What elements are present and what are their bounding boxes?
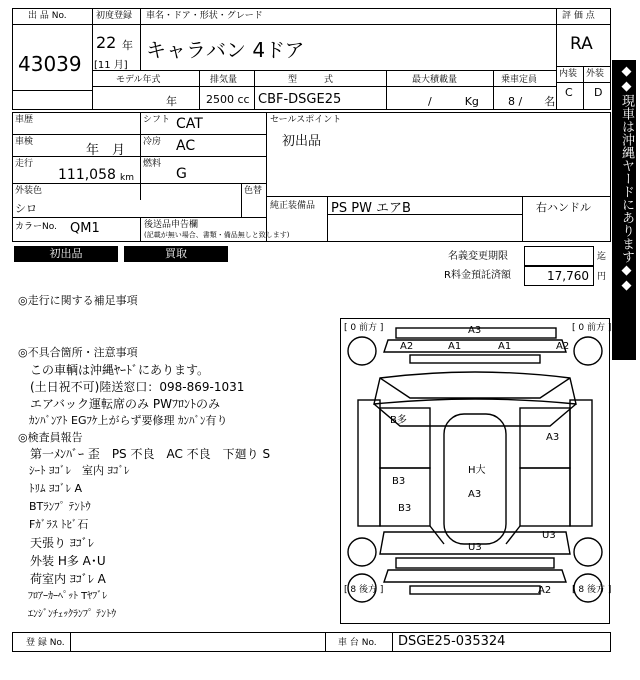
reg-month: [11 月] <box>94 60 128 71</box>
front-right-corner: [ 0 前方 ] <box>572 323 612 333</box>
note-line: エアバック運転席のみ PWﾌﾛﾝﾄのみ <box>18 397 220 411</box>
steering-value: 右ハンドル <box>536 201 591 214</box>
purchase-tag: 買取 <box>124 246 228 262</box>
recycle-value: 17,760 <box>547 269 589 283</box>
inspection-label: 車検 <box>15 137 34 147</box>
mileage-label: 走行 <box>15 159 34 169</box>
damage-mark: B多 <box>390 415 407 426</box>
color-no-value: QM1 <box>70 221 100 236</box>
recycle-label: R料金預託済額 <box>444 270 511 281</box>
fuel-label: 燃料 <box>143 159 162 169</box>
note-line: ◎検査員報告 <box>18 431 83 444</box>
mileage-value: 111,058 <box>58 167 116 183</box>
damage-mark: H大 <box>468 465 486 476</box>
recycle-unit: 円 <box>597 272 607 282</box>
type-value: CBF-DSGE25 <box>258 92 342 107</box>
capacity-label: 乗車定員 <box>501 75 538 85</box>
sales-point-value: 初出品 <box>282 134 322 149</box>
name-change-label: 名義変更期限 <box>448 251 508 262</box>
damage-mark: U3 <box>542 530 556 541</box>
damage-mark: B3 <box>398 503 412 514</box>
chassis-label: 車 台 No. <box>338 638 377 648</box>
damage-mark: A1 <box>448 341 462 352</box>
exterior-color-label: 外装色 <box>15 186 43 196</box>
equipment-label: 純正装備品 <box>270 201 316 211</box>
reg-no-label: 登 録 No. <box>26 638 65 648</box>
type-label: 型 式 <box>288 75 334 85</box>
side-banner-text: ◆◆現車は沖縄ヤードにあります◆◆ <box>619 64 634 293</box>
damage-mark: A3 <box>468 325 482 336</box>
note-line: (土日祝不可)陸送窓口：098-869-1031 <box>18 380 245 394</box>
rating-value: RA <box>570 34 593 54</box>
inspection-value: 年 月 <box>86 143 126 158</box>
damage-mark: A2 <box>400 341 414 352</box>
damage-mark: A2 <box>538 585 552 596</box>
color-no-label: カラーNo. <box>15 222 57 232</box>
interior-label: 内装 <box>559 69 578 79</box>
note-line: 第一ﾒﾝﾊﾞｰ 歪 PS 不良 AC 不良 下廻り S <box>18 447 271 461</box>
note-line: ﾄﾘﾑ ﾖｺﾞﾚ A <box>18 482 83 495</box>
chassis-value: DSGE25-035324 <box>398 634 506 649</box>
interior-grade: C <box>565 86 573 99</box>
exterior-label: 外装 <box>586 69 605 79</box>
rear-left-corner: [ 8 後方 ] <box>344 585 384 595</box>
damage-mark: U3 <box>468 542 482 553</box>
capacity-value: 8 / 名 <box>508 95 556 108</box>
damage-mark: A1 <box>498 341 512 352</box>
equipment-value: PS PW エアB <box>331 201 411 216</box>
aircon-label: 冷房 <box>143 137 162 147</box>
note-line: 荷室内 ﾖｺﾞﾚ A <box>18 572 106 586</box>
note-line: ｴﾝｼﾞﾝﾁｪｯｸﾗﾝﾌﾟ ﾃﾝﾄｳ <box>18 609 117 620</box>
damage-mark: A3 <box>546 432 560 443</box>
lot-label: 出 品 No. <box>28 11 67 21</box>
damage-mark: A3 <box>468 489 482 500</box>
max-load-label: 最大積載量 <box>412 75 458 85</box>
shift-label: シフト <box>143 115 171 125</box>
exterior-grade: D <box>594 86 603 99</box>
damage-mark: A2 <box>556 341 570 352</box>
note-line: ｶﾝﾊﾞﾝｱﾄ EGﾌｹ上がらず要修理 ｶﾝﾊﾞﾝ有り <box>18 414 228 427</box>
footer-row <box>12 632 611 652</box>
exterior-color-value: シロ <box>15 202 37 215</box>
car-name: キャラバン 4ドア <box>146 38 305 62</box>
front-left-corner: [ 0 前方 ] <box>344 323 384 333</box>
shift-value: CAT <box>176 116 203 132</box>
model-year-unit: 年 <box>166 95 177 108</box>
aftermarket-label: 後送品申告欄 <box>144 220 199 230</box>
reg-year: 22 <box>96 33 117 52</box>
note-line: ◎走行に関する補足事項 <box>18 294 138 307</box>
sales-point-label: セールスポイント <box>270 115 342 125</box>
note-line: 天張り ﾖｺﾞﾚ <box>18 536 94 550</box>
damage-mark: B3 <box>392 476 406 487</box>
first-reg-label: 初度登録 <box>96 11 133 21</box>
fuel-value: G <box>176 166 187 182</box>
aftermarket-note: (記載が無い場合、書類・備品無しと致します) <box>144 231 290 239</box>
note-line: ◎不具合箇所・注意事項 <box>18 346 138 359</box>
name-change-box <box>524 246 594 266</box>
note-line: ｼｰﾄ ﾖｺﾞﾚ 室内 ﾖｺﾞﾚ <box>18 464 130 477</box>
aircon-value: AC <box>176 138 196 154</box>
name-change-unit: 迄 <box>597 252 607 262</box>
displacement-label: 排気量 <box>210 75 238 85</box>
rear-right-corner: [ 8 後方 ] <box>572 585 612 595</box>
note-line: この車輌は沖縄ﾔｰﾄﾞにあります。 <box>18 363 210 377</box>
first-listing-tag: 初出品 <box>14 246 118 262</box>
model-year-label: モデル年式 <box>116 75 161 85</box>
displacement-value: 2500 cc <box>206 93 250 106</box>
note-line: BTﾗﾝﾌﾟ ﾃﾝﾄｳ <box>18 500 91 513</box>
note-line: ﾌﾛｱｰｶｰﾍﾟｯﾄ Tﾔﾌﾞﾚ <box>18 591 108 602</box>
lot-number: 43039 <box>18 52 82 76</box>
note-line: Fｶﾞﾗｽ ﾄﾋﾞ石 <box>18 518 89 531</box>
rating-label: 評 価 点 <box>562 11 595 21</box>
mileage-unit: km <box>120 173 134 183</box>
max-load-value: / Kg <box>428 95 479 108</box>
note-line: 外装 H多 A･U <box>18 554 106 568</box>
color-change-label: 色替 <box>244 186 263 196</box>
reg-year-unit: 年 <box>122 39 133 52</box>
history-label: 車歴 <box>15 115 34 125</box>
car-name-label: 車名・ドア・形状・グレード <box>146 11 263 21</box>
